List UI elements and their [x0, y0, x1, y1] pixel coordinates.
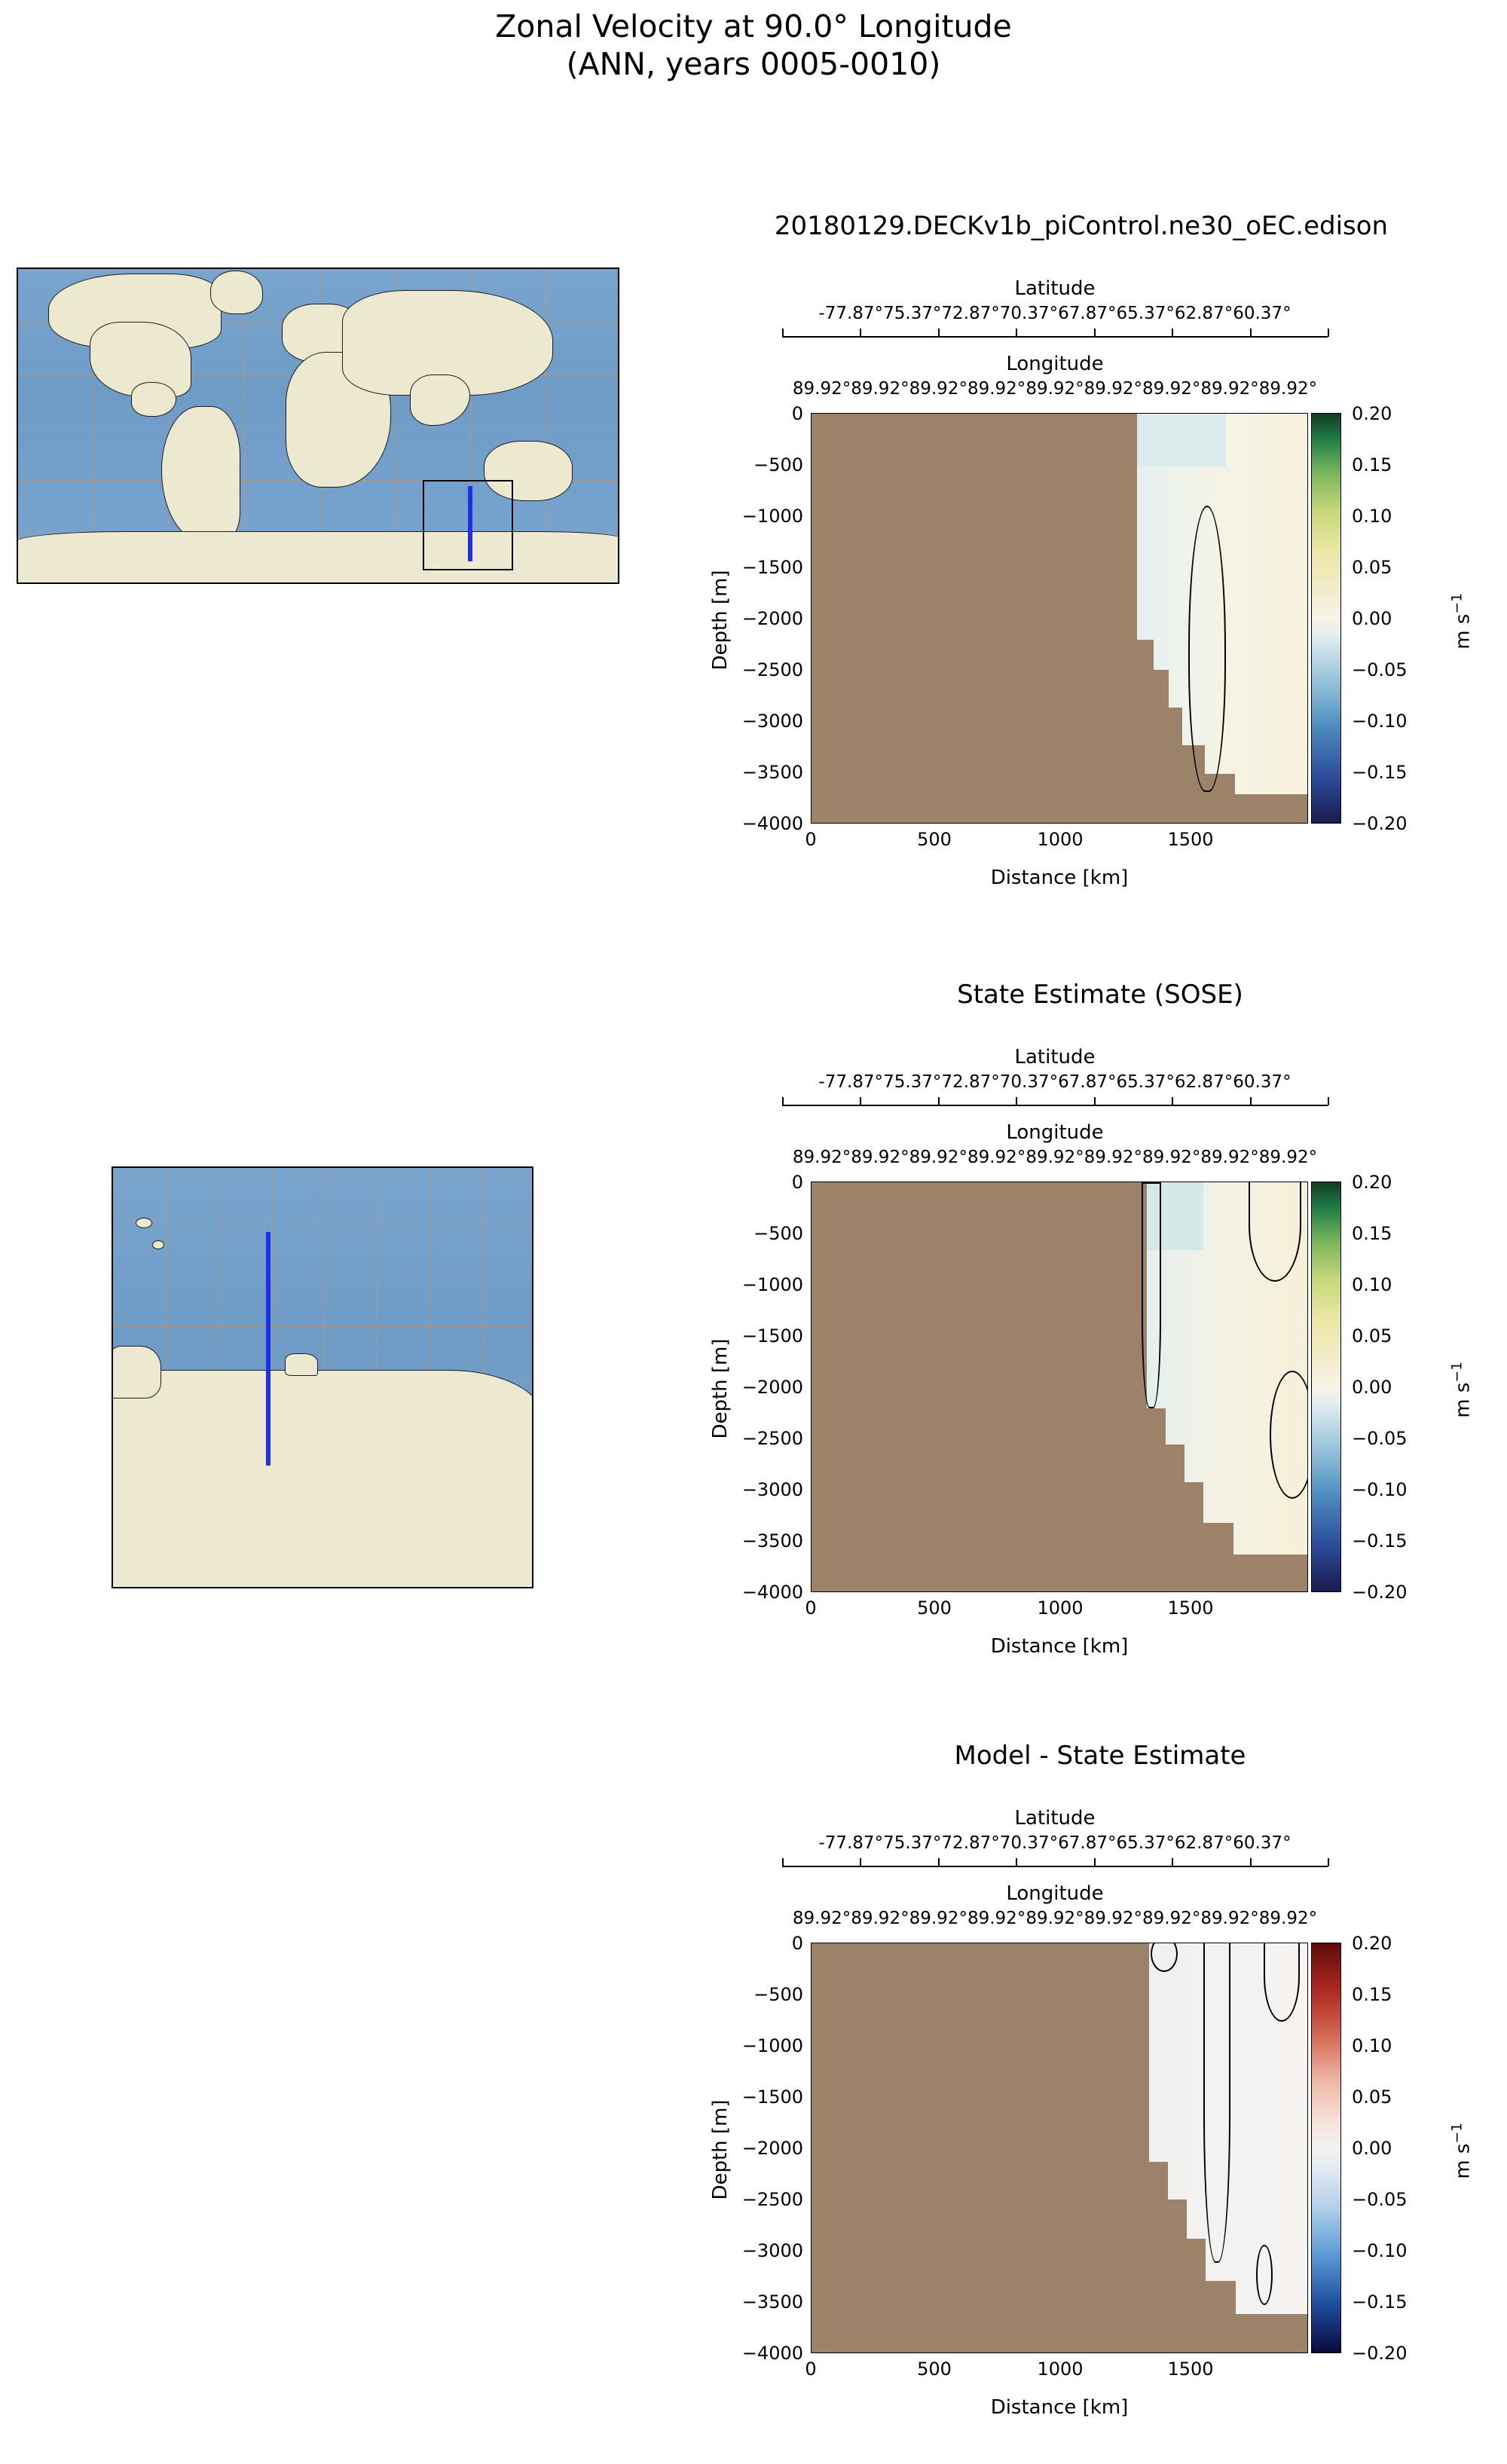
longitude-axis-title-diff: Longitude	[1006, 1882, 1104, 1905]
landmass-antarctica	[17, 531, 619, 584]
colorbar-unit-model	[1450, 561, 1475, 681]
bathymetry-mask-model	[812, 414, 1137, 824]
ytick-1: −500	[754, 1223, 803, 1244]
cbar-tick-8: −0.20	[1352, 1582, 1408, 1603]
cbar-tick-0: 0.20	[1352, 1172, 1392, 1193]
lat-tick-0: -77.87°	[818, 1833, 884, 1853]
cbar-unit-exponent: −1	[1449, 1361, 1466, 1383]
xtick-3: 1500	[1167, 1597, 1214, 1619]
cbar-tick-0: 0.20	[1352, 1933, 1392, 1954]
title-line-2: (ANN, years 0005-0010)	[566, 46, 941, 83]
ytick-6: −3000	[741, 1479, 803, 1500]
lat-tick-4: 67.87°	[1058, 1833, 1117, 1853]
ytick-7: −3500	[741, 762, 803, 783]
panel-title-sose: State Estimate (SOSE)	[957, 980, 1243, 1010]
ytick-4: −2000	[741, 2138, 803, 2159]
longitude-axis-title-sose: Longitude	[1006, 1121, 1104, 1144]
ytick-5: −2500	[741, 2189, 803, 2210]
cbar-tick-4: 0.00	[1352, 608, 1392, 629]
lon-tick-3: 89.92°	[967, 1148, 1026, 1167]
longitude-ticks-diff	[769, 1909, 1341, 1928]
cbar-tick-6: −0.10	[1352, 2240, 1408, 2261]
cbar-unit-text: m s	[1451, 2143, 1475, 2179]
cbar-tick-7: −0.15	[1352, 1530, 1408, 1551]
lat-tick-5: 65.37°	[1116, 1072, 1175, 1092]
lon-tick-4: 89.92°	[1026, 1148, 1084, 1167]
colorbar-model	[1311, 413, 1341, 824]
lat-tick-6: 62.87°	[1174, 1833, 1233, 1853]
ytick-4: −2000	[741, 1377, 803, 1398]
lat-tick-2: 72.87°	[941, 304, 1000, 323]
lon-tick-4: 89.92°	[1026, 379, 1084, 399]
ytick-3: −1500	[741, 557, 803, 578]
transect-line	[468, 486, 472, 561]
cbar-tick-0: 0.20	[1352, 403, 1392, 424]
lon-tick-2: 89.92°	[909, 1148, 967, 1167]
ytick-0: 0	[791, 403, 803, 424]
ytick-7: −3500	[741, 2291, 803, 2313]
lat-tick-2: 72.87°	[941, 1072, 1000, 1092]
cbar-tick-5: −0.05	[1352, 1428, 1408, 1449]
bathymetry-mask-sose	[812, 1182, 1147, 1592]
xtick-2: 1000	[1037, 2359, 1084, 2380]
zero-contour-model	[1188, 506, 1226, 792]
landmass-greenland	[210, 271, 263, 314]
ytick-2: −1000	[741, 506, 803, 527]
plot-area-sose	[811, 1182, 1308, 1592]
transect-line-regional	[266, 1232, 271, 1466]
lat-tick-4: 67.87°	[1058, 304, 1117, 323]
cbar-tick-8: −0.20	[1352, 2343, 1408, 2364]
lon-tick-4: 89.92°	[1026, 1909, 1084, 1928]
lat-tick-4: 67.87°	[1058, 1072, 1117, 1092]
ytick-8: −4000	[741, 813, 803, 834]
longitude-ticks-model	[769, 379, 1341, 399]
landmass-island-a	[136, 1218, 152, 1228]
lon-tick-6: 89.92°	[1142, 379, 1201, 399]
lon-tick-8: 89.92°	[1258, 1909, 1318, 1928]
xtick-2: 1000	[1037, 1597, 1084, 1619]
cbar-tick-3: 0.05	[1352, 557, 1392, 578]
zero-contour-diff-d	[1256, 2245, 1273, 2305]
lat-tick-3: 70.37°	[999, 1833, 1059, 1853]
colorbar-unit-sose	[1450, 1329, 1475, 1450]
landmass-peninsula-notch	[285, 1353, 318, 1376]
xlabel-model: Distance [km]	[990, 867, 1129, 889]
cbar-unit-exponent: −1	[1449, 2122, 1466, 2144]
velocity-field-model-surface	[1136, 414, 1226, 466]
lon-tick-3: 89.92°	[967, 379, 1026, 399]
lat-tick-7: 60.37°	[1233, 1833, 1291, 1853]
colorbar-unit-difference	[1450, 2090, 1475, 2211]
lon-tick-5: 89.92°	[1084, 1148, 1143, 1167]
lat-tick-7: 60.37°	[1233, 1072, 1291, 1092]
cbar-tick-5: −0.05	[1352, 2189, 1408, 2210]
lat-tick-1: 75.37°	[883, 304, 942, 323]
xtick-0: 0	[805, 829, 817, 850]
lat-tick-3: 70.37°	[999, 1072, 1059, 1092]
cbar-tick-6: −0.10	[1352, 1479, 1408, 1500]
landmass-ice-shelf-west	[112, 1346, 161, 1399]
lon-tick-5: 89.92°	[1084, 1909, 1143, 1928]
xlabel-sose: Distance [km]	[990, 1635, 1129, 1658]
zero-contour-diff-b	[1203, 1943, 1230, 2263]
cbar-tick-1: 0.15	[1352, 1984, 1392, 2005]
cbar-tick-1: 0.15	[1352, 454, 1392, 475]
ytick-2: −1000	[741, 2035, 803, 2056]
ytick-1: −500	[754, 454, 803, 475]
landmass-antarctic-coast	[112, 1370, 533, 1588]
ytick-8: −4000	[741, 1582, 803, 1603]
lat-tick-2: 72.87°	[941, 1833, 1000, 1853]
lon-tick-8: 89.92°	[1258, 1148, 1318, 1167]
lon-tick-6: 89.92°	[1142, 1148, 1201, 1167]
lat-tick-1: 75.37°	[883, 1833, 942, 1853]
cbar-unit-text: m s	[1451, 613, 1475, 650]
global-locator-map	[17, 267, 619, 584]
lon-tick-2: 89.92°	[909, 379, 967, 399]
lon-tick-1: 89.92°	[851, 379, 909, 399]
latitude-axis-title-model: Latitude	[1014, 277, 1096, 300]
lon-tick-5: 89.92°	[1084, 379, 1143, 399]
cbar-tick-4: 0.00	[1352, 1377, 1392, 1398]
ytick-3: −1500	[741, 1325, 803, 1347]
lat-tick-5: 65.37°	[1116, 1833, 1175, 1853]
ytick-3: −1500	[741, 2086, 803, 2108]
ytick-8: −4000	[741, 2343, 803, 2364]
longitude-axis-title-model: Longitude	[1006, 353, 1104, 375]
ylabel-sose: Depth [m]	[709, 1338, 732, 1439]
lon-tick-0: 89.92°	[792, 379, 851, 399]
cbar-tick-6: −0.10	[1352, 711, 1408, 732]
ytick-5: −2500	[741, 1428, 803, 1449]
landmass-south-america	[161, 406, 240, 542]
colorbar-sose	[1311, 1182, 1341, 1592]
lon-tick-7: 89.92°	[1200, 1148, 1259, 1167]
ylabel-difference: Depth [m]	[709, 2099, 732, 2200]
cbar-tick-2: 0.10	[1352, 506, 1392, 527]
lon-tick-1: 89.92°	[851, 1909, 909, 1928]
cbar-tick-7: −0.15	[1352, 762, 1408, 783]
cbar-unit-exponent: −1	[1449, 592, 1466, 614]
latitude-ticks-diff	[769, 1833, 1341, 1853]
xtick-0: 0	[805, 2359, 817, 2380]
ytick-7: −3500	[741, 1530, 803, 1551]
title-line-1: Zonal Velocity at 90.0° Longitude	[495, 8, 1012, 44]
xtick-1: 500	[917, 829, 952, 850]
panel-title-model: 20180129.DECKv1b_piControl.ne30_oEC.edison	[774, 211, 1389, 241]
page-title	[0, 8, 1507, 83]
lon-tick-0: 89.92°	[792, 1148, 851, 1167]
cbar-unit-text: m s	[1451, 1382, 1475, 1418]
xtick-1: 500	[917, 1597, 952, 1619]
cbar-tick-3: 0.05	[1352, 1325, 1392, 1347]
cbar-tick-8: −0.20	[1352, 813, 1408, 834]
lat-tick-1: 75.37°	[883, 1072, 942, 1092]
xtick-0: 0	[805, 1597, 817, 1619]
ytick-6: −3000	[741, 2240, 803, 2261]
lat-tick-6: 62.87°	[1174, 1072, 1233, 1092]
cbar-tick-3: 0.05	[1352, 2086, 1392, 2108]
lon-tick-7: 89.92°	[1200, 1909, 1259, 1928]
xtick-3: 1500	[1167, 829, 1214, 850]
landmass-central-america	[131, 382, 176, 417]
plot-area-model	[811, 413, 1308, 824]
ylabel-model: Depth [m]	[709, 570, 732, 671]
longitude-ticks-sose	[769, 1148, 1341, 1167]
xlabel-difference: Distance [km]	[990, 2396, 1129, 2419]
lon-tick-0: 89.92°	[792, 1909, 851, 1928]
ytick-1: −500	[754, 1984, 803, 2005]
xtick-1: 500	[917, 2359, 952, 2380]
lat-tick-6: 62.87°	[1174, 304, 1233, 323]
lat-tick-3: 70.37°	[999, 304, 1059, 323]
ytick-4: −2000	[741, 608, 803, 629]
lat-tick-7: 60.37°	[1233, 304, 1291, 323]
lon-tick-1: 89.92°	[851, 1148, 909, 1167]
lon-tick-3: 89.92°	[967, 1909, 1026, 1928]
colorbar-difference	[1311, 1943, 1341, 2353]
lon-tick-6: 89.92°	[1142, 1909, 1201, 1928]
zero-contour-sose-slope	[1142, 1182, 1161, 1408]
latitude-axis-title-diff: Latitude	[1014, 1807, 1096, 1830]
ytick-5: −2500	[741, 659, 803, 680]
cbar-tick-4: 0.00	[1352, 2138, 1392, 2159]
cbar-tick-2: 0.10	[1352, 2035, 1392, 2056]
cbar-tick-1: 0.15	[1352, 1223, 1392, 1244]
panel-title-difference: Model - State Estimate	[954, 1741, 1246, 1771]
xtick-3: 1500	[1167, 2359, 1214, 2380]
lat-tick-5: 65.37°	[1116, 304, 1175, 323]
bathymetry-mask-difference	[812, 1943, 1149, 2353]
regional-locator-map	[112, 1166, 533, 1588]
ytick-0: 0	[791, 1933, 803, 1954]
xtick-2: 1000	[1037, 829, 1084, 850]
lat-tick-0: -77.87°	[818, 1072, 884, 1092]
latitude-ticks-sose	[769, 1072, 1341, 1092]
lat-tick-0: -77.87°	[818, 304, 884, 323]
ytick-2: −1000	[741, 1274, 803, 1295]
latitude-axis-title-sose: Latitude	[1014, 1046, 1096, 1068]
lon-tick-8: 89.92°	[1258, 379, 1318, 399]
ytick-6: −3000	[741, 711, 803, 732]
ytick-0: 0	[791, 1172, 803, 1193]
lon-tick-7: 89.92°	[1200, 379, 1259, 399]
lon-tick-2: 89.92°	[909, 1909, 967, 1928]
cbar-tick-7: −0.15	[1352, 2291, 1408, 2313]
cbar-tick-2: 0.10	[1352, 1274, 1392, 1295]
latitude-ticks-model	[769, 304, 1341, 323]
plot-area-difference	[811, 1943, 1308, 2353]
zero-contour-sose-lower	[1270, 1371, 1308, 1499]
cbar-tick-5: −0.05	[1352, 659, 1408, 680]
landmass-island-b	[152, 1240, 164, 1249]
